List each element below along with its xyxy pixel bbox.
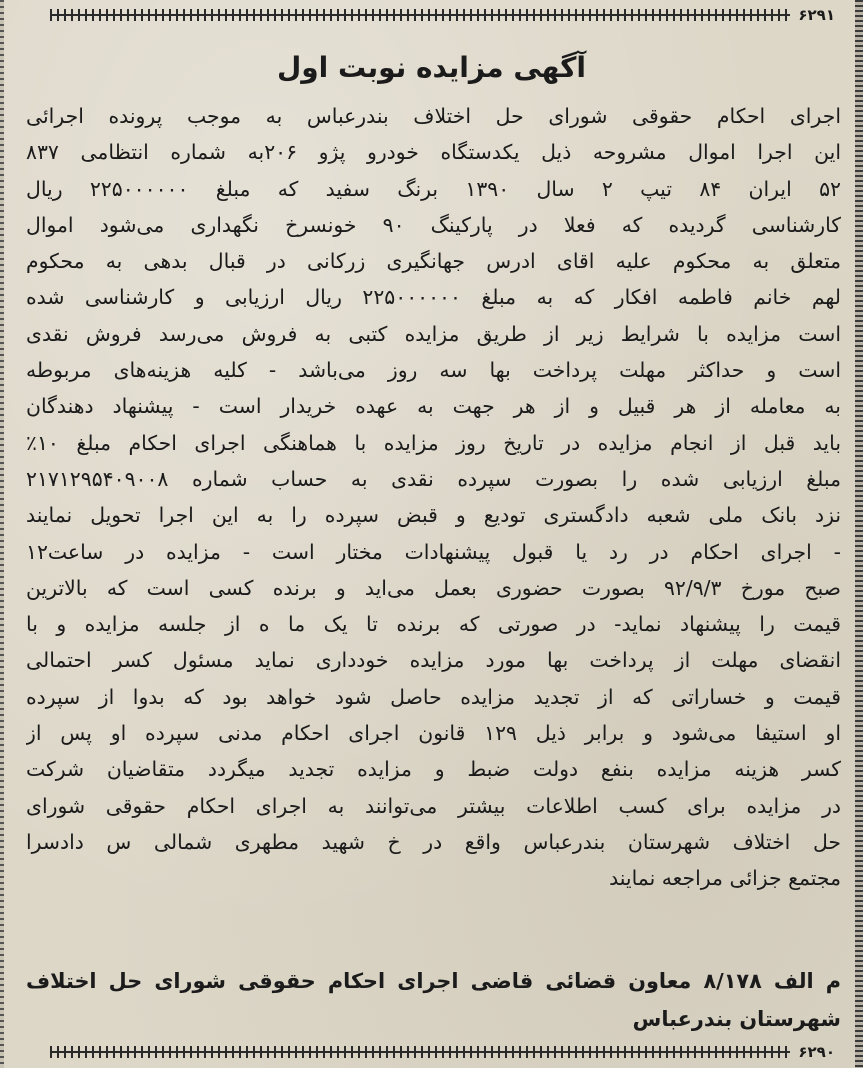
notice-line: کسر هزینه مزایده بنفع دولت ضبط و مزایده تجدید میگردد متقاضیان شرکت xyxy=(26,757,841,782)
column-right-border xyxy=(855,0,863,1068)
notice-line: باید قبل از انجام مزایده در تاریخ روز مزایده با هماهنگی اجرای احکام مبلغ ۱۰٪ xyxy=(26,430,841,455)
notice-line: قیمت و خساراتی که از تجدید مزایده حاصل شود خواهد بود که بدوا از سپرده xyxy=(26,684,841,709)
notice-line: در مزایده برای کسب اطلاعات بیشتر می‌توانند به اجرای احکام حقوقی شورای xyxy=(26,793,841,818)
notice-line: است مزایده با شرایط زیر از طریق مزایده کتبی به فروش می‌رسد فروش نقدی xyxy=(26,321,841,346)
signature-line-1: م الف ۸/۱۷۸ معاون قضائی قاضی اجرای احکام حقوقی شورای حل اختلاف xyxy=(26,969,841,993)
notice-line: کارشناسی گردیده که فعلا در پارکینگ ۹۰ خونسرخ نگهداری می‌شود اموال xyxy=(26,212,841,237)
notice-line: به معامله از هر قبیل و از هر جهت به عهده خریدار است - پیشنهاد دهندگان xyxy=(26,394,841,419)
notice-line: متعلق به محکوم علیه اقای ادرس جهانگیری زرکانی در قبال بدهی به محکوم xyxy=(26,249,841,274)
notice-line: مجتمع جزائی مراجعه نمایند xyxy=(609,866,841,891)
notice-signature xyxy=(26,962,841,1038)
ad-number-bottom: ۶۲۹۰ xyxy=(798,1043,835,1061)
signature-line-2: شهرستان بندرعباس xyxy=(632,1007,841,1031)
notice-line: او استیفا می‌شود و برابر ذیل ۱۲۹ قانون اجرای احکام مدنی سپرده او پس از xyxy=(26,721,841,746)
notice-line: نزد بانک ملی شعبه دادگستری تودیع و قبض سپرده را به این اجرا تحویل نمایند xyxy=(26,503,841,528)
notice-title: آگهی مزایده نوبت اول xyxy=(276,51,587,84)
notice-line: مبلغ ارزیابی شده را بصورت سپرده نقدی به حساب شماره ۲۱۷۱۲۹۵۴۰۹۰۰۸ xyxy=(26,466,841,491)
notice-line: اجرای احکام حقوقی شورای حل اختلاف بندرعباس به موجب پرونده اجرائی xyxy=(26,104,841,128)
notice-body xyxy=(26,98,841,897)
bottom-separator xyxy=(50,1041,839,1063)
notice-line: لهم خانم فاطمه افکار که به مبلغ ۲۲۵۰۰۰۰۰۰ ریال ارزیابی و کارشناسی شده xyxy=(26,285,841,310)
notice-line: حل اختلاف شهرستان بندرعباس واقع در خ شهید مطهری شمالی س دادسرا xyxy=(26,829,841,854)
notice-line: این اجرا اموال مشروحه ذیل یکدستگاه خودرو پژو ۲۰۶به شماره انتظامی ۸۳۷ xyxy=(26,140,841,165)
notice-line: ۵۲ ایران ۸۴ تیپ ۲ سال ۱۳۹۰ برنگ سفید که مبلغ ۲۲۵۰۰۰۰۰۰ ریال xyxy=(26,176,841,201)
notice-line: انقضای مهلت از پرداخت بها مورد مزایده خودداری نماید مسئول کسر احتمالی xyxy=(26,648,841,673)
notice-line: است و حداکثر مهلت پرداخت بها سه روز می‌باشد - کلیه هزینه‌های مربوطه xyxy=(26,358,841,383)
notice-line: - اجرای احکام در رد یا قبول پیشنهادات مختار است - مزایده در ساعت۱۲ xyxy=(26,539,841,564)
notice-line: صبح مورخ ۹۲/۹/۳ بصورت حضوری بعمل می‌اید و برنده کسی است که بالاترین xyxy=(26,575,841,600)
ad-number-top: ۶۲۹۱ xyxy=(798,6,835,24)
plus-border-top xyxy=(50,9,790,21)
notice-line: قیمت را پیشنهاد نماید- در صورتی که برنده تا یک ما ه از جلسه مزایده و با xyxy=(26,612,841,637)
plus-border-bottom xyxy=(50,1046,790,1058)
top-separator xyxy=(50,4,839,26)
page-left-edge xyxy=(0,0,4,1068)
